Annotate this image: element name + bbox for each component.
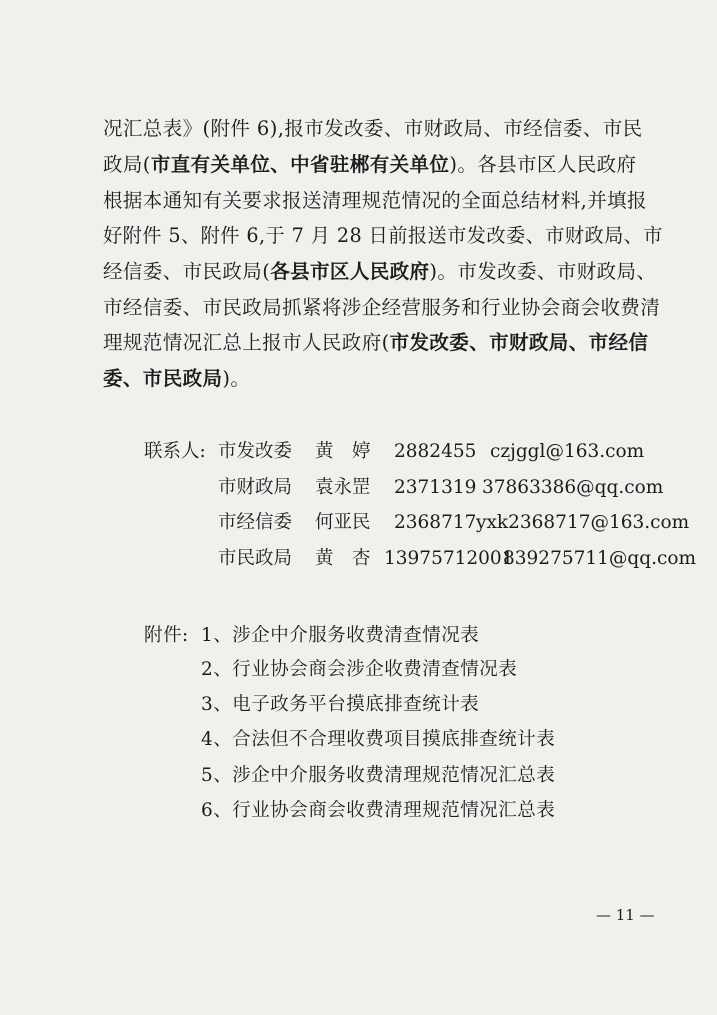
attachments-label: 附件:	[144, 625, 189, 646]
paragraph-line: 理规范情况汇总上报市人民政府(市发改委、市财政局、市经信	[103, 331, 649, 354]
paragraph-line: 市经信委、市民政局抓紧将涉企经营服务和行业协会商会收费清	[103, 296, 661, 319]
attachment-item: 3、电子政务平台摸底排查统计表	[201, 694, 480, 715]
bold-text: 各县市区人民政府	[270, 260, 430, 283]
paragraph-line: 根据本通知有关要求报送清理规范情况的全面总结材料,并填报	[103, 189, 647, 212]
contact-name: 袁永罡	[315, 477, 371, 498]
attachment-item: 5、涉企中介服务收费清理规范情况汇总表	[201, 765, 556, 786]
attachment-item: 2、行业协会商会涉企收费清查情况表	[201, 659, 518, 680]
contact-email: 839275711@qq.com	[503, 548, 697, 569]
paragraph-line: 况汇总表》(附件 6),报市发改委、市财政局、市经信委、市民	[103, 117, 643, 140]
contact-phone: 13975712001	[384, 548, 514, 569]
contacts-label: 联系人:	[144, 441, 206, 462]
bold-text: 市直有关单位、中省驻郴有关单位	[150, 153, 450, 176]
contact-email: 37863386@qq.com	[482, 477, 664, 498]
page-number: — 11 —	[596, 906, 655, 924]
paragraph-line: 经信委、市民政局(各县市区人民政府)。市发改委、市财政局、	[103, 260, 657, 283]
bold-text: 委、市民政局	[103, 367, 223, 390]
attachment-item: 4、合法但不合理收费项目摸底排查统计表	[201, 729, 556, 750]
contact-name: 何亚民	[315, 512, 371, 533]
paragraph-line: 好附件 5、附件 6,于 7 月 28 日前报送市发改委、市财政局、市	[103, 224, 663, 247]
contact-name: 黄 婷	[315, 441, 371, 462]
contact-dept: 市经信委	[218, 512, 293, 533]
attachment-item: 6、行业协会商会收费清理规范情况汇总表	[201, 800, 556, 821]
bold-text: 市发改委、市财政局、市经信	[389, 331, 649, 354]
contact-name: 黄 杏	[315, 548, 371, 569]
paragraph-line: 政局(市直有关单位、中省驻郴有关单位)。各县市区人民政府	[103, 153, 637, 176]
contact-phone: 2371319	[394, 477, 477, 498]
paragraph-line: 委、市民政局)。	[103, 367, 251, 390]
contact-phone: 2882455	[394, 441, 477, 462]
contact-phone: 2368717	[394, 512, 477, 533]
contact-dept: 市财政局	[218, 477, 293, 498]
attachment-item: 1、涉企中介服务收费清查情况表	[201, 625, 480, 646]
contact-dept: 市发改委	[218, 441, 293, 462]
contact-email: yxk2368717@163.com	[476, 512, 690, 533]
contact-email: czjggl@163.com	[490, 441, 645, 462]
contact-dept: 市民政局	[218, 548, 293, 569]
